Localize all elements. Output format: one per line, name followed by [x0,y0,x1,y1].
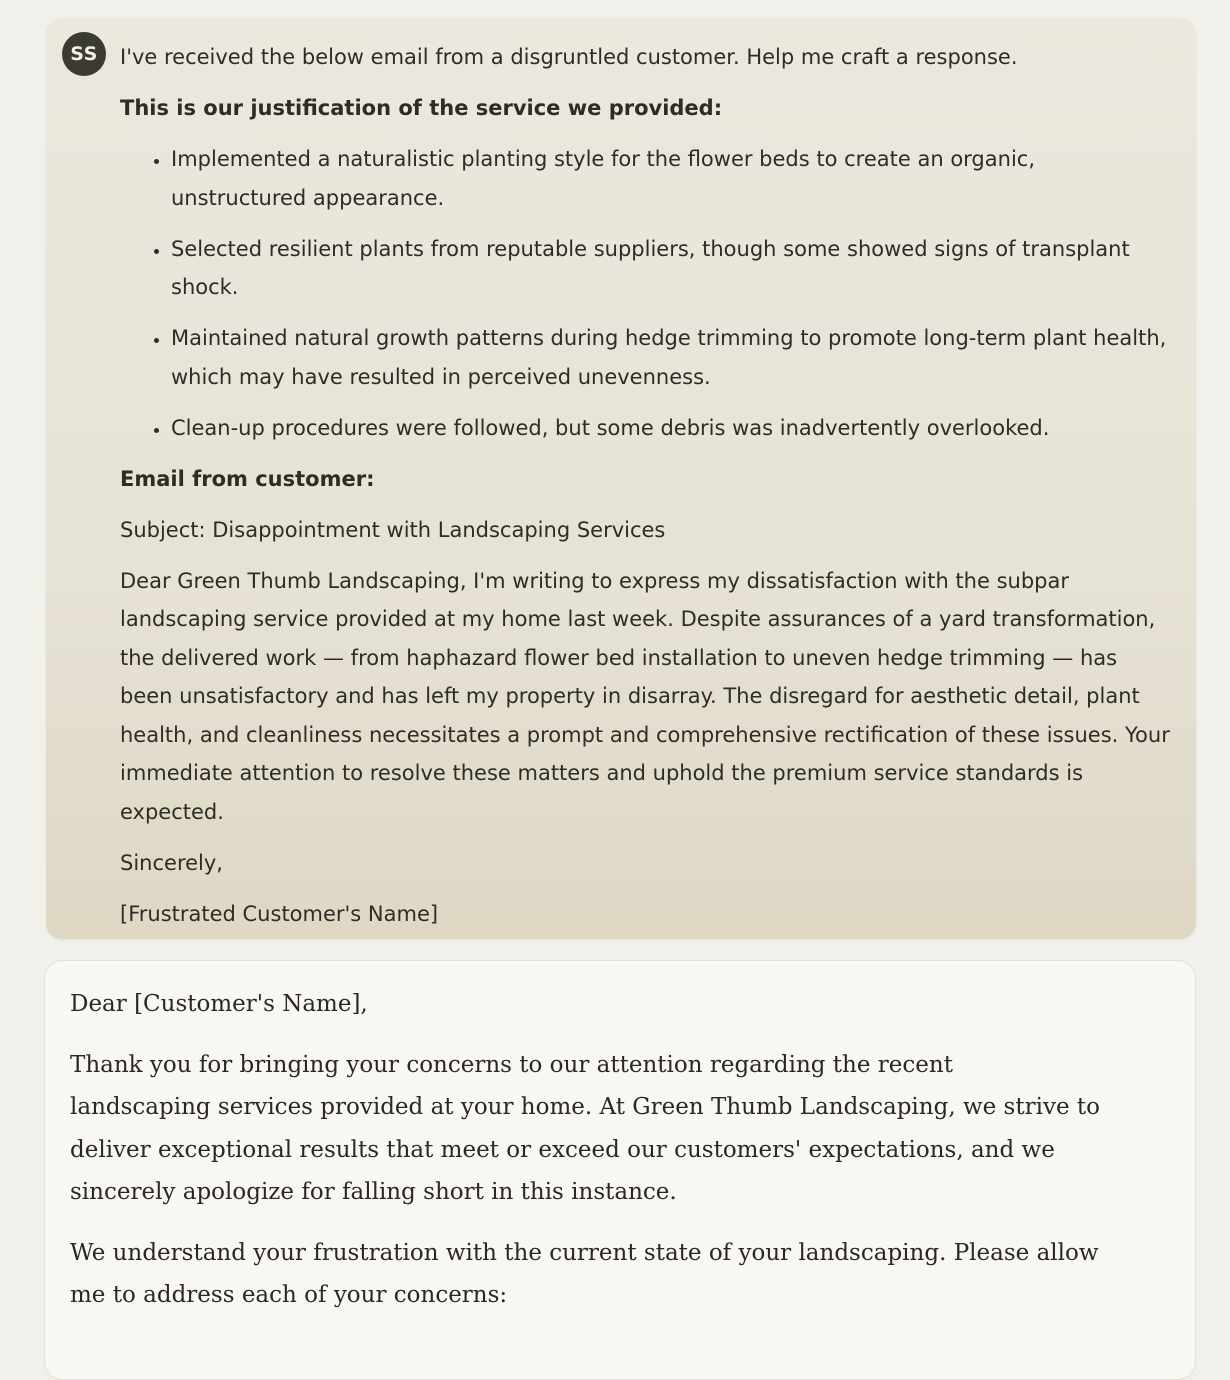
user-request-text: I've received the below email from a disgruntled customer. Help me craft a response. [120,45,1018,69]
justification-item: • Clean-up procedures were followed, but some debris was inadvertently overlooked. [171,409,1170,448]
email-subject: Subject: Disappointment with Landscaping Services [120,517,666,542]
response-paragraph: We understand your frustration with the current state of your landscaping. Please allow me to address each of your concerns: [70,1239,1099,1308]
email-body: Dear Green Thumb Landscaping, I'm writing to express my dissatisfaction with the subpar landscaping service provided at my home last week. Despite assurances of a yard transformation, the delivered work — from haphazard flower bed installation to uneven hedge trimming — has been unsatisfactory and has left my property in disarray. The disregard for aesthetic detail, plant health, and cleanliness necessitates a prompt and comprehensive rectification of these issues. Your immediate attention to resolve these matters and uphold the premium service standards is expected. [120,568,1170,824]
assistant-message-card [44,960,1196,1380]
justification-item: • Implemented a naturalistic planting style for the flower beds to create an organic, unstructured appearance. [171,140,1170,217]
justification-item: • Selected resilient plants from reputable suppliers, though some showed signs of transplant shock. [171,230,1170,307]
user-message-body [120,38,1170,946]
user-message-card [46,18,1196,939]
justification-list [120,140,1170,447]
email-heading: Email from customer: [120,466,375,491]
user-avatar[interactable]: SS [62,32,106,76]
email-signature: [Frustrated Customer's Name] [120,901,439,926]
response-greeting: Dear [Customer's Name], [70,991,368,1017]
justification-item: • Maintained natural growth patterns during hedge trimming to promote long-term plant health, which may have resulted in perceived unevenness. [171,319,1170,396]
email-signoff: Sincerely, [120,850,223,875]
assistant-message-body [70,983,1100,1335]
response-paragraph: Thank you for bringing your concerns to our attention regarding the recent landscaping services provided at your home. At Green Thumb Landscaping, we strive to deliver exceptional results that meet or exceed our customers' expectations, and we sincerely apologize for falling short in this instance. [70,1051,1100,1205]
justification-heading: This is our justification of the service we provided: [120,96,723,120]
